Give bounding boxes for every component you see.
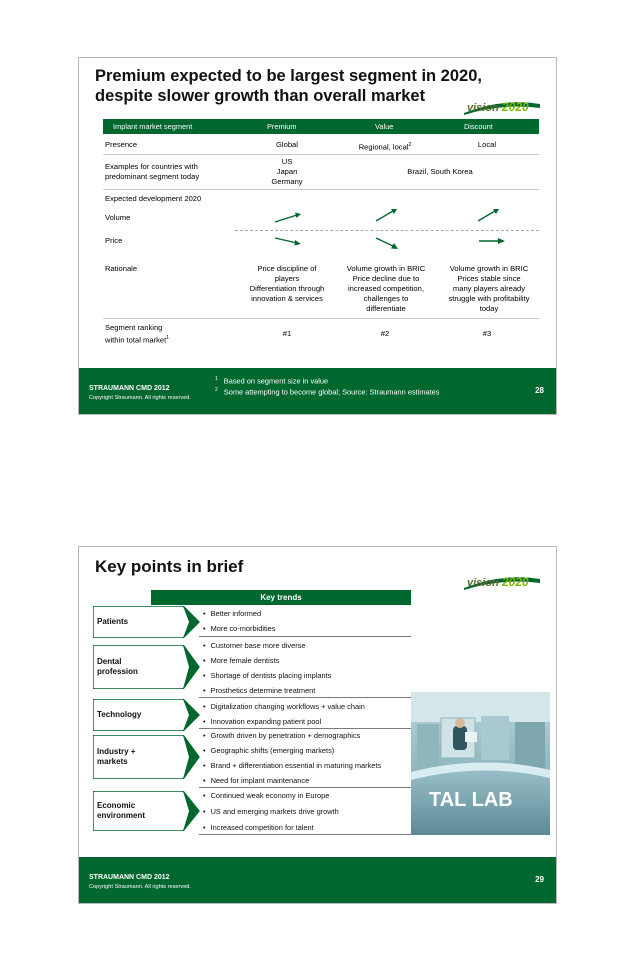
row-label-expected: Expected development 2020 <box>105 194 202 203</box>
rationale-value: Volume growth in BRIC Price decline due to increased competition, challenges to differentiate <box>346 264 426 313</box>
row-label-examples: Examples for countries with predominant segment today <box>105 162 200 181</box>
category-patients: Patients <box>93 606 193 638</box>
footer-copyright: Copyright Straumann. All rights reserved. <box>89 395 191 401</box>
bullet-item: • Innovation expanding patient pool <box>203 717 321 726</box>
bullet-item: • Increased competition for talent <box>203 823 314 832</box>
bullet-item: • Better informed <box>203 609 261 618</box>
slide-footer <box>79 368 556 414</box>
rationale-discount: Volume growth in BRIC Prices stable since many players already struggle with profitability today <box>448 264 530 313</box>
price-value-arrow-icon <box>373 236 403 250</box>
bullet-item: • Customer base more diverse <box>203 641 305 650</box>
slide-28 <box>78 57 557 415</box>
footnote-2: $^2$ Some attempting to become global; Source: Straumann estimates <box>215 387 440 397</box>
category-economic-environment: Economic environment <box>93 791 193 831</box>
footer-company: STRAUMANN CMD 2012 <box>89 874 170 881</box>
category-dental-profession: Dental profession <box>93 645 193 689</box>
presence-premium: Global <box>276 140 298 149</box>
category-technology: Technology <box>93 699 193 731</box>
price-discount-arrow-icon <box>477 234 507 248</box>
examples-premium: US Japan Germany <box>271 157 303 186</box>
footnote-1: $^1$ Based on segment size in value <box>215 376 329 386</box>
svg-text:2020: 2020 <box>502 100 529 114</box>
category-divider <box>199 697 411 698</box>
slide-title: Key points in brief <box>95 557 244 576</box>
bullet-item: • Continued weak economy in Europe <box>203 791 329 800</box>
row-label-price: Price <box>105 236 123 245</box>
bullet-item: • More female dentists <box>203 656 279 665</box>
ranking-value: #2 <box>380 329 390 338</box>
category-divider <box>199 787 411 788</box>
rationale-premium: Price discipline of players Differentiation through innovation & services <box>249 264 325 303</box>
bullet-item: • Shortage of dentists placing implants <box>203 671 331 680</box>
lab-photo <box>411 692 550 835</box>
category-divider <box>199 636 411 637</box>
row-label-volume: Volume <box>105 213 131 222</box>
presence-discount: Local <box>477 140 497 149</box>
vision-2020-logo <box>464 96 540 116</box>
volume-premium-arrow-icon <box>273 211 303 225</box>
ranking-discount: #3 <box>482 329 492 338</box>
row-label-presence: Presence <box>105 140 138 149</box>
vision-2020-logo <box>464 571 540 591</box>
page-number: 29 <box>535 875 544 884</box>
row-divider <box>103 318 539 319</box>
header-discount: Discount <box>464 122 493 131</box>
key-trends-header: Key trends <box>151 590 411 605</box>
bullet-item: • US and emerging markets drive growth <box>203 807 339 816</box>
row-divider <box>103 189 539 190</box>
table-header <box>103 119 539 134</box>
ranking-premium: #1 <box>282 329 292 338</box>
bullet-item: • Brand + differentiation essential in maturing markets <box>203 761 381 770</box>
footer-company: STRAUMANN CMD 2012 <box>89 385 170 392</box>
slide-footer <box>79 857 556 903</box>
volume-discount-arrow-icon <box>475 208 505 222</box>
row-label-rationale: Rationale <box>105 264 138 273</box>
bullet-item: • Geographic shifts (emerging markets) <box>203 746 334 755</box>
category-industry-markets: Industry + markets <box>93 735 193 779</box>
category-divider <box>199 728 411 729</box>
bullet-item: • More co-morbidities <box>203 624 276 633</box>
page-number: 28 <box>535 386 544 395</box>
examples-value-discount: Brazil, South Korea <box>407 167 473 176</box>
row-label-ranking: Segment ranking within total market$^1$ <box>105 323 169 345</box>
volume-value-arrow-icon <box>373 208 403 222</box>
svg-text:TAL LAB: TAL LAB <box>429 789 513 811</box>
presence-value: Regional, local$^2$ <box>358 142 412 152</box>
header-premium: Premium <box>267 122 297 131</box>
svg-text:2020: 2020 <box>502 575 529 589</box>
footer-copyright: Copyright Straumann. All rights reserved. <box>89 884 191 890</box>
bullet-item: • Need for implant maintenance <box>203 776 309 785</box>
header-value: Value <box>375 122 394 131</box>
price-premium-arrow-icon <box>273 234 303 248</box>
category-divider <box>199 834 411 835</box>
bullet-item: • Digitalization changing workflows + value chain <box>203 702 365 711</box>
bullet-item: • Prosthetics determine treatment <box>203 686 315 695</box>
row-divider <box>103 154 539 155</box>
slide-29 <box>78 546 557 904</box>
slide-title: Premium expected to be largest segment in 2020, despite slower growth than overall market <box>95 67 482 105</box>
bullet-item: • Growth driven by penetration + demographics <box>203 731 360 740</box>
svg-text:vision: vision <box>467 102 499 114</box>
svg-text:vision: vision <box>467 577 499 589</box>
header-segment: Implant market segment <box>113 122 193 131</box>
row-divider-dashed <box>235 230 539 231</box>
